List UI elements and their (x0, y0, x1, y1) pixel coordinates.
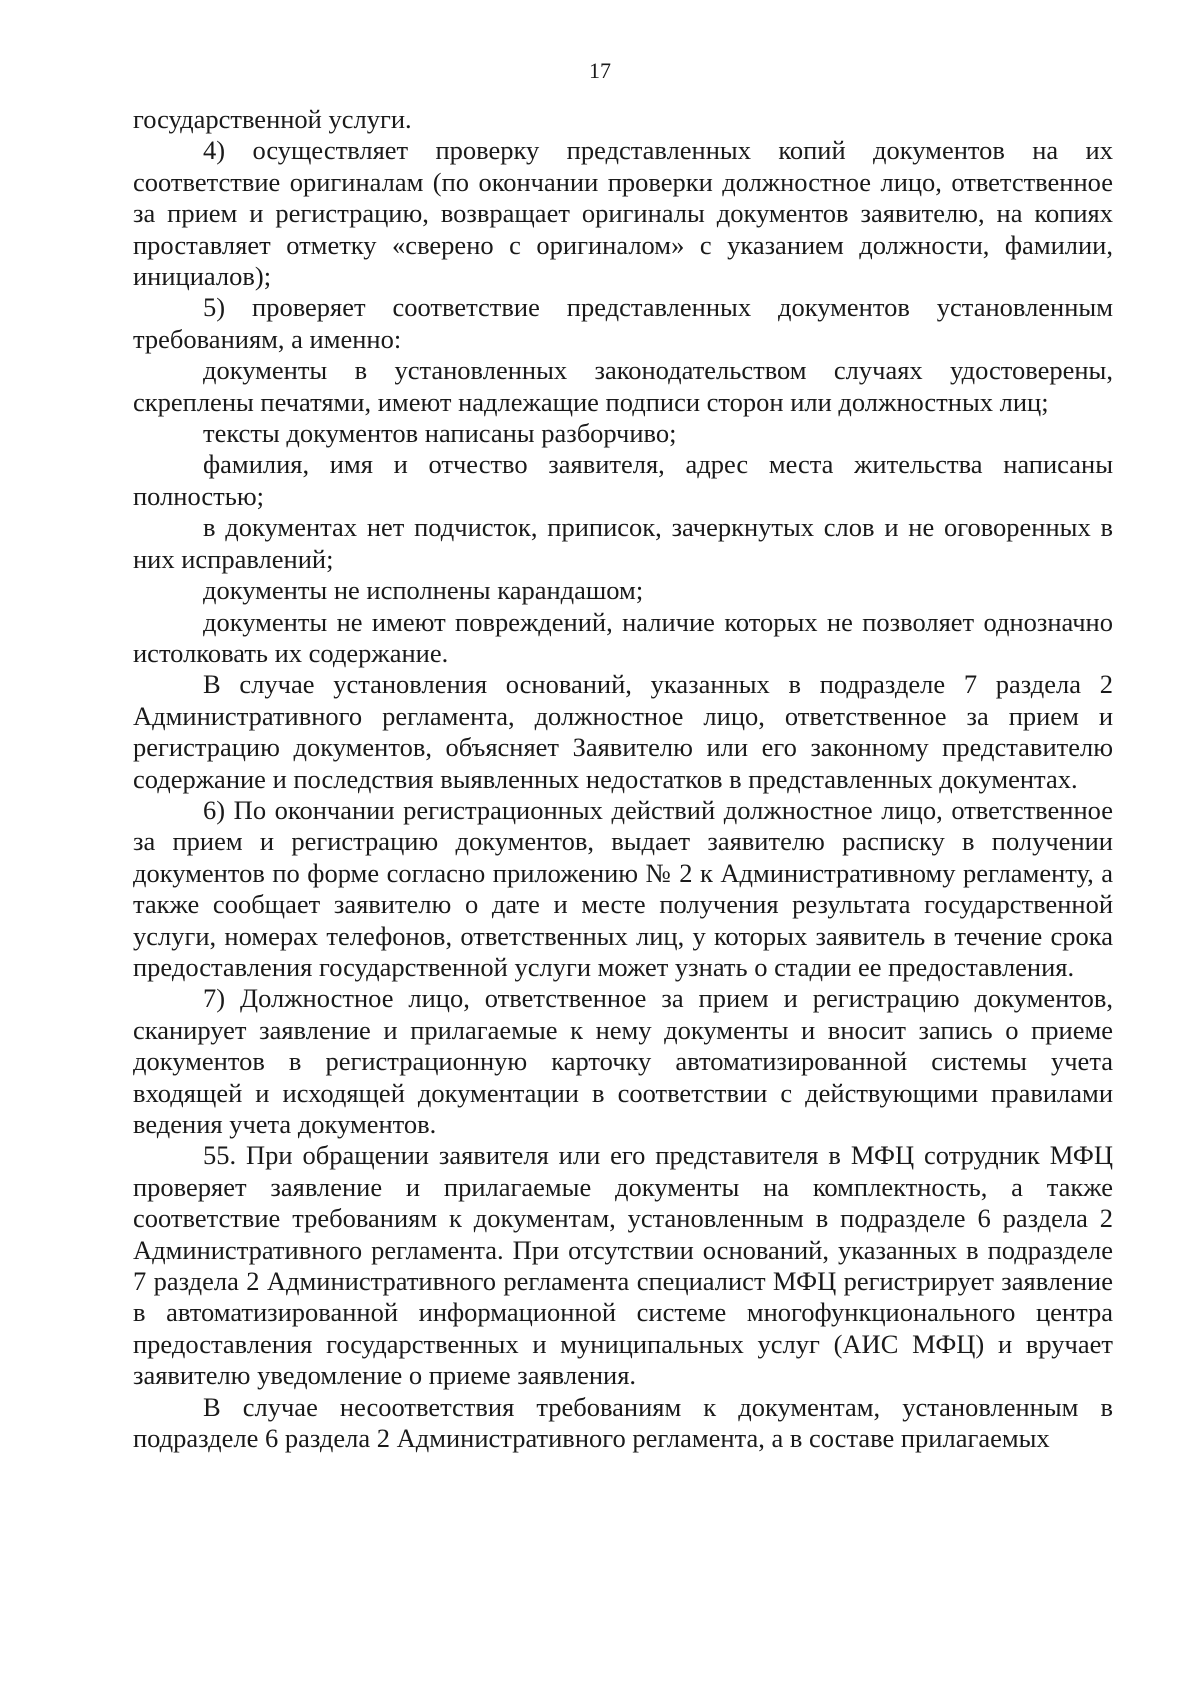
paragraph-55: 55. При обращении заявителя или его представителя в МФЦ сотрудник МФЦ проверяет заявление и прилагаемые документы на комплектность, а также соответствие требованиям к документам, установленным в подразделе 6 раздела 2 Административного регламента. При отсутствии оснований, указанных в подразделе 7 раздела 2 Административного регламента специалист МФЦ регистрирует заявление в автоматизированной информационной системе многофункционального центра предоставления государственных и муниципальных услуг (АИС МФЦ) и вручает заявителю уведомление о приеме заявления. (133, 1140, 1113, 1391)
paragraph-noncompliance: В случае несоответствия требованиям к документам, установленным в подразделе 6 раздела 2 Административного регламента, а в составе прилагаемых (133, 1391, 1113, 1454)
paragraph-item-6: 6) По окончании регистрационных действий должностное лицо, ответственное за прием и регистрацию документов, выдает заявителю расписку в получении документов по форме согласно приложению № 2 к Административному регламенту, а также сообщает заявителю о дате и месте получения результата государственной услуги, номерах телефонов, ответственных лиц, у которых заявитель в течение срока предоставления государственной услуги может узнать о стадии ее предоставления. (133, 794, 1113, 982)
paragraph-requirement-no-corrections: в документах нет подчисток, приписок, зачеркнутых слов и не оговоренных в них исправлений; (133, 512, 1113, 574)
paragraph-0: государственной услуги. (133, 104, 412, 134)
paragraph-requirement-legible: тексты документов написаны разборчиво; (203, 418, 677, 449)
paragraph-requirement-certified: документы в установленных законодательством случаях удостоверены, скреплены печатями, имеют надлежащие подписи сторон или должностных лиц; (133, 355, 1113, 417)
paragraph-item-7: 7) Должностное лицо, ответственное за прием и регистрацию документов, сканирует заявление и прилагаемые к нему документы и вносит запись о приеме документов в регистрационную карточку автоматизированной системы учета входящей и исходящей документации в соответствии с действующими правилами ведения учета документов. (133, 983, 1113, 1139)
paragraph-grounds: В случае установления оснований, указанных в подразделе 7 раздела 2 Административного регламента, должностное лицо, ответственное за прием и регистрацию документов, объясняет Заявителю или его законному представителю содержание и последствия выявленных недостатков в представленных документах. (133, 669, 1113, 794)
paragraph-requirement-no-pencil: документы не исполнены карандашом; (203, 575, 644, 606)
paragraph-item-4: 4) осуществляет проверку представленных копий документов на их соответствие оригиналам (по окончании проверки должностное лицо, ответственное за прием и регистрацию, возвращает оригиналы документов заявителю, на копиях проставляет отметку «сверено с оригиналом» с указанием должности, фамилии, инициалов); (133, 135, 1113, 292)
page-number: 17 (589, 58, 611, 83)
paragraph-item-5: 5) проверяет соответствие представленных документов установленным требованиям, а именно: (133, 292, 1113, 354)
document-body (133, 104, 1113, 1454)
paragraph-requirement-full-name: фамилия, имя и отчество заявителя, адрес места жительства написаны полностью; (133, 449, 1113, 511)
paragraph-requirement-no-damage: документы не имеют повреждений, наличие которых не позволяет однозначно истолковать их содержание. (133, 606, 1113, 668)
